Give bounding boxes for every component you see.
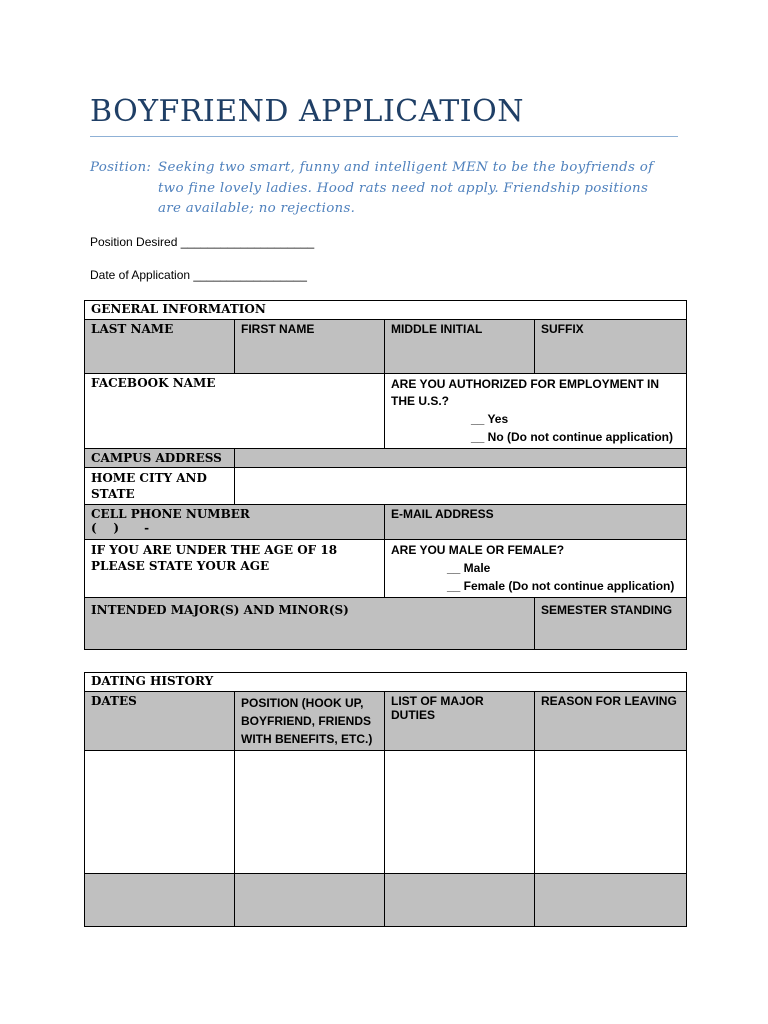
position-line-1: Seeking two smart, funny and intelligent MEN to be the boyfriends of [158,160,654,175]
position-description [90,158,670,220]
female-option[interactable]: __ Female (Do not continue application) [447,579,675,593]
dates-column-header: DATES [85,692,235,751]
title-divider [90,136,678,137]
dating-row-2-reason[interactable] [535,874,687,927]
dating-history-table [84,672,687,927]
reason-for-leaving-column-header: REASON FOR LEAVING [535,692,687,751]
email-address-cell[interactable]: E-MAIL ADDRESS [385,505,687,540]
dating-row-1-position[interactable] [235,751,385,874]
dating-row-2-position[interactable] [235,874,385,927]
dating-row-2-dates[interactable] [85,874,235,927]
employment-authorization-question: ARE YOU AUTHORIZED FOR EMPLOYMENT IN THE U.S.? [391,377,660,408]
suffix-cell[interactable]: SUFFIX [535,320,687,374]
male-option[interactable]: __ Male [447,561,491,575]
campus-address-label: CAMPUS ADDRESS [85,449,235,468]
date-of-application-blank[interactable]: _________________ [193,268,307,282]
general-information-table [84,300,687,650]
employment-authorization-cell [385,374,687,449]
dating-row-1-duties[interactable] [385,751,535,874]
cell-phone-label: CELL PHONE NUMBER [91,507,250,521]
position-desired-label: Position Desired [90,235,178,249]
intended-major-minor-cell[interactable]: INTENDED MAJOR(S) AND MINOR(S) [85,598,535,650]
dating-row-1-reason[interactable] [535,751,687,874]
position-desired-field[interactable] [90,235,314,249]
no-option[interactable]: __ No (Do not continue application) [471,430,673,444]
page-title: BOYFRIEND APPLICATION [90,94,524,129]
dating-row-2-duties[interactable] [385,874,535,927]
major-duties-column-header: LIST OF MAJOR DUTIES [385,692,535,751]
dating-history-header: DATING HISTORY [85,673,687,692]
gender-question-cell [385,540,687,598]
position-column-header: POSITION (HOOK UP, BOYFRIEND, FRIENDS WITH BENEFITS, ETC.) [235,692,385,751]
date-of-application-field[interactable] [90,268,307,282]
semester-standing-cell[interactable]: SEMESTER STANDING [535,598,687,650]
age-question-cell[interactable]: IF YOU ARE UNDER THE AGE OF 18 PLEASE STATE YOUR AGE [85,540,385,598]
dating-row-1-dates[interactable] [85,751,235,874]
facebook-name-cell[interactable]: FACEBOOK NAME [85,374,385,449]
cell-phone-cell[interactable] [85,505,385,540]
yes-option[interactable]: __ Yes [471,412,509,426]
position-line-3: are available; no rejections. [158,201,356,216]
general-information-header: GENERAL INFORMATION [85,301,687,320]
gender-question: ARE YOU MALE OR FEMALE? [391,543,565,557]
last-name-cell[interactable]: LAST NAME [85,320,235,374]
date-of-application-label: Date of Application [90,268,191,282]
home-city-state-label: HOME CITY AND STATE [85,468,235,505]
middle-initial-cell[interactable]: MIDDLE INITIAL [385,320,535,374]
position-desired-blank[interactable]: ____________________ [180,235,315,249]
position-label: Position: [90,160,152,175]
cell-phone-format: ( ) - [91,521,150,535]
first-name-cell[interactable]: FIRST NAME [235,320,385,374]
campus-address-input[interactable] [235,449,687,468]
home-city-state-input[interactable] [235,468,687,505]
position-line-2: two fine lovely ladies. Hood rats need not apply. Friendship positions [158,180,649,196]
